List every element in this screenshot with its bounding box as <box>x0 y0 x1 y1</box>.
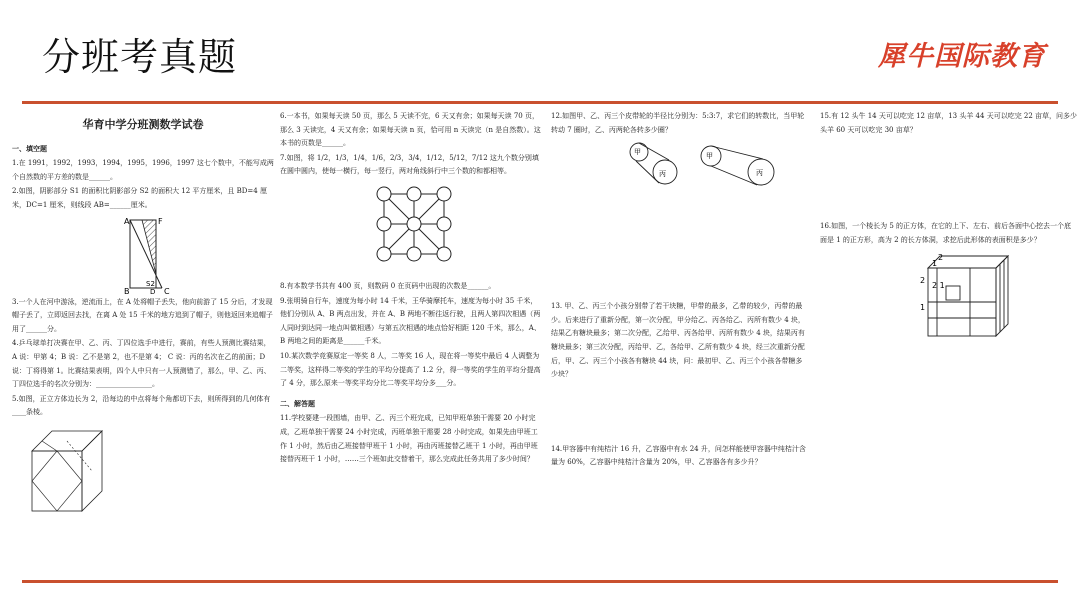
pulley-figure <box>551 138 809 208</box>
question-14: 14.甲容器中有纯桔汁 16 升，乙容器中有水 24 升，问怎样能使甲容器中纯桔汁含量为 60%，乙容器中纯桔汁含量为 20%，甲、乙容器各有多少升？ <box>551 444 806 467</box>
question-10: 10.某次数学竞赛原定一等奖 8 人，二等奖 16 人，现在将一等奖中最后 4 人调整为二等奖，这样得二等奖的学生的平均分提高了 1.2 分，得一等奖的学生的平均分提高了 4 分，那么原来一等奖平均分比二等奖平均分多___分。 <box>280 351 541 388</box>
pulley-label-jia: 甲 <box>634 148 641 157</box>
top-divider <box>22 101 1058 104</box>
section-fill-in: 一、填空题 <box>12 143 47 153</box>
question-1: 1.在 1991，1992，1993，1994，1995，1996，1997 这七个数中，不能写成两个自然数的平方差的数是______。 <box>12 159 274 181</box>
brand-logo: 犀牛国际教育 <box>878 41 1046 72</box>
pulley-label-bing: 丙 <box>659 170 666 179</box>
label-b: B <box>124 286 130 296</box>
triangle-figure <box>12 214 274 296</box>
hollow-cube-figure <box>820 248 1078 348</box>
magic-circle-grid <box>280 180 544 280</box>
pulley-label-jia-2: 甲 <box>706 152 713 161</box>
question-3: 3.一个人在河中游泳，逆流而上，在 A 处将帽子丢失，他向前游了 15 分后，才发现帽子丢了，立即返回去找，在离 A 处 15 千米的地方追到了帽子，则他返回来追帽子用了______分。 <box>12 297 273 333</box>
question-8: 8.有本数学书共有 400 页，则数码 0 在页码中出现的次数是______。 <box>280 281 496 290</box>
cube-corner-figure <box>12 421 274 541</box>
question-6: 6.一本书，如果每天读 50 页，那么 5 天读不完，6 天又有余；如果每天读 70 页，那么 3 天读完，4 天又有余；如果每天读 n 页，恰可用 n 天读完（n 是自然数）。这本书的页数是______。 <box>280 112 541 148</box>
paper-column-2 <box>280 110 544 574</box>
question-16: 16.如图，一个棱长为 5 的正方体，在它的上下、左右、前后各面中心挖去一个底面是 1 的正方形，高为 2 的长方体洞，求挖后此形体的表面积是多少？ <box>820 222 1072 244</box>
paper-title: 华育中学分班测数学试卷 <box>82 118 204 131</box>
question-2: 2.如图，阴影部分 S1 的面积比阴影部分 S2 的面积大 12 平方厘米，且 BD=4 厘米，DC=1 厘米，则线段 AB=______厘米。 <box>12 187 267 209</box>
cube-label-21: 2 1 <box>932 281 945 291</box>
cube-label-2-1: 2 <box>920 276 926 286</box>
bottom-divider <box>22 580 1058 583</box>
question-12: 12.如图甲、乙、丙三个皮带轮的半径比分别为：5:3:7，求它们的转数比，当甲轮转动 7 圈时，乙、丙两轮各转多少圈？ <box>551 112 805 134</box>
question-13: 13. 甲、乙、丙三个小孩分别带了若干块糖，甲带的最多，乙带的较少，丙带的最少。后来进行了重新分配，第一次分配，甲分给乙、丙各给乙、丙所有数少 4 块，结果乙有糖块最多；第二次分配，乙给甲、丙各给甲、丙所有数少 4 块，结果丙有糖块最多；第三次分配，丙给甲、乙，各给甲、乙所有数少 4 块，经三次重新分配后，甲、乙、丙三个小孩各有糖块 44 块，问：最初甲、乙、丙三个小孩各带糖多少块？ <box>551 302 805 379</box>
pulley-label-bing-2: 丙 <box>756 169 763 178</box>
question-5: 5.如图，正立方体边长为 2，沿每边的中点将每个角都切下去，则所得到的几何体有____条棱。 <box>12 394 271 417</box>
exam-paper-image <box>8 110 1080 574</box>
label-f: F <box>158 216 163 226</box>
slide-title: 分班考真题 <box>42 35 238 79</box>
cube-label-1-b: 1 <box>920 303 926 313</box>
label-s2: S2 <box>146 279 155 288</box>
paper-column-4 <box>820 110 1078 574</box>
cube-label-2: 2 <box>938 253 944 263</box>
label-c: C <box>164 286 170 296</box>
paper-column-1 <box>12 110 274 574</box>
question-11: 11.学校要建一段围墙，由甲、乙、丙三个班完成，已知甲班单独干需要 20 小时完成，乙班单独干需要 24 小时完成，丙班单独干需要 28 小时完成，如果先由甲班工作 1 小时，然后由乙班接替甲班干 1 小时，再由丙班接替乙班干 1 小时，再由甲班接替丙班干 1 小时，……三个班如此交替着干，那么完成此任务共用了多少时间？ <box>280 414 538 464</box>
label-a: A <box>124 216 130 226</box>
question-15: 15.有 12 头牛 14 天可以吃完 12 亩草，13 头羊 44 天可以吃完 22 亩草，问多少头羊 60 天可以吃完 30 亩草？ <box>820 112 1078 134</box>
question-7: 7.如图，将 1/2，1/3，1/4，1/6，2/3，3/4，1/12，5/12，7/12 这九个数分别填在圆中圆内，使每一横行，每一竖行，两对角线斜行中三个数的和都相等。 <box>280 153 539 176</box>
question-4: 4.乒乓球单打决赛在甲、乙、丙、丁四位选手中进行，赛前，有些人预测比赛结果，A 说：甲第 4；B 说：乙不是第 2，也不是第 4； C 说：丙的名次在乙的前面；D 说：丁将得第 1。比赛结果表明，四个人中只有一人预测错了，那么，甲、乙、丙、丁四位选手的名次分别为：________________。 <box>12 339 271 389</box>
cube-label-1: 1 <box>932 259 938 269</box>
paper-column-3 <box>551 110 809 574</box>
question-9: 9.张明骑自行车，速度为每小时 14 千米，王华骑摩托车，速度为每小时 35 千米，他们分别从 A、B 两点出发，并在 A、B 两地不断往返行驶，且两人第四次相遇（两人同时到达同一地点叫做相遇）与第五次相遇的地点恰好相距 120 千米，那么，A、B 两地之间的距离是______千米。 <box>280 296 541 346</box>
label-d: D <box>150 287 156 296</box>
section-solve: 二、解答题 <box>280 398 315 408</box>
